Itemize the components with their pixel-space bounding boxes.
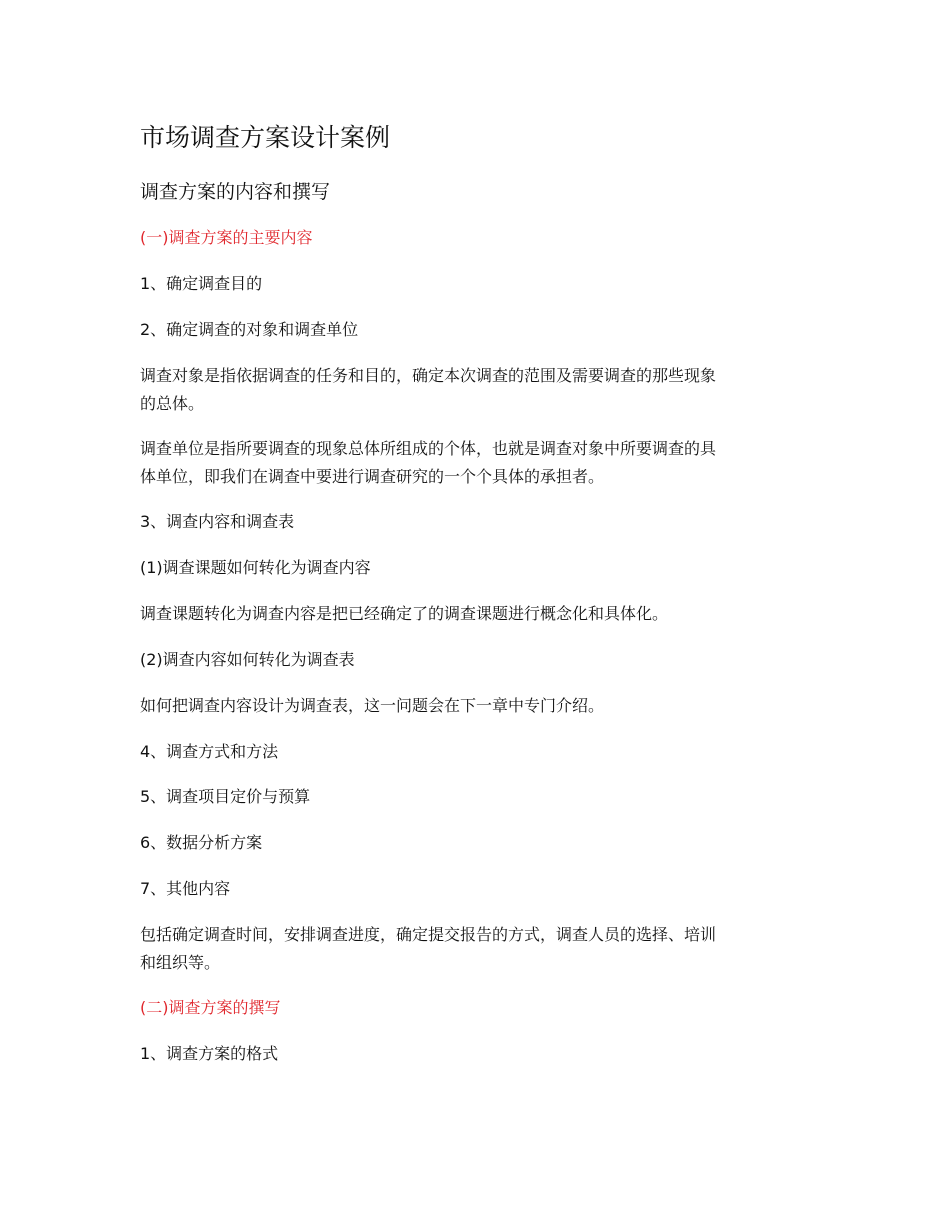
- paragraph-unit-line-1: 调查单位是指所要调查的现象总体所组成的个体，也就是调查对象中所要调查的具: [140, 439, 717, 458]
- paragraph-unit-line-2: 体单位，即我们在调查中要进行调查研究的一个个具体的承担者。: [140, 467, 605, 486]
- list-item-object-unit: 2、确定调查的对象和调查单位: [140, 320, 359, 339]
- paragraph-other-line-2: 和组织等。: [140, 953, 221, 972]
- list-item-methods: 4、调查方式和方法: [140, 742, 279, 761]
- list-item-other: 7、其他内容: [140, 879, 231, 898]
- section-heading-writing: (二)调查方案的撰写: [140, 998, 281, 1017]
- subitem-topic-to-content: (1)调查课题如何转化为调查内容: [140, 558, 371, 577]
- paragraph-topic-to-content: 调查课题转化为调查内容是把已经确定了的调查课题进行概念化和具体化。: [140, 604, 669, 623]
- section-heading-main-content: (一)调查方案的主要内容: [140, 228, 313, 247]
- list-item-content-table: 3、调查内容和调查表: [140, 512, 295, 531]
- list-item-pricing-budget: 5、调查项目定价与预算: [140, 787, 311, 806]
- document-subtitle: 调查方案的内容和撰写: [140, 181, 331, 203]
- subitem-content-to-table: (2)调查内容如何转化为调查表: [140, 650, 355, 669]
- document-title: 市场调查方案设计案例: [140, 123, 391, 152]
- list-item-format: 1、调查方案的格式: [140, 1044, 279, 1063]
- list-item-purpose: 1、确定调查目的: [140, 274, 263, 293]
- paragraph-content-to-table: 如何把调查内容设计为调查表，这一问题会在下一章中专门介绍。: [140, 696, 605, 715]
- paragraph-other-line-1: 包括确定调查时间，安排调查进度，确定提交报告的方式，调查人员的选择、培训: [140, 925, 717, 944]
- paragraph-object-line-1: 调查对象是指依据调查的任务和目的，确定本次调查的范围及需要调查的那些现象: [140, 366, 717, 385]
- paragraph-object-line-2: 的总体。: [140, 394, 205, 413]
- list-item-data-analysis: 6、数据分析方案: [140, 833, 263, 852]
